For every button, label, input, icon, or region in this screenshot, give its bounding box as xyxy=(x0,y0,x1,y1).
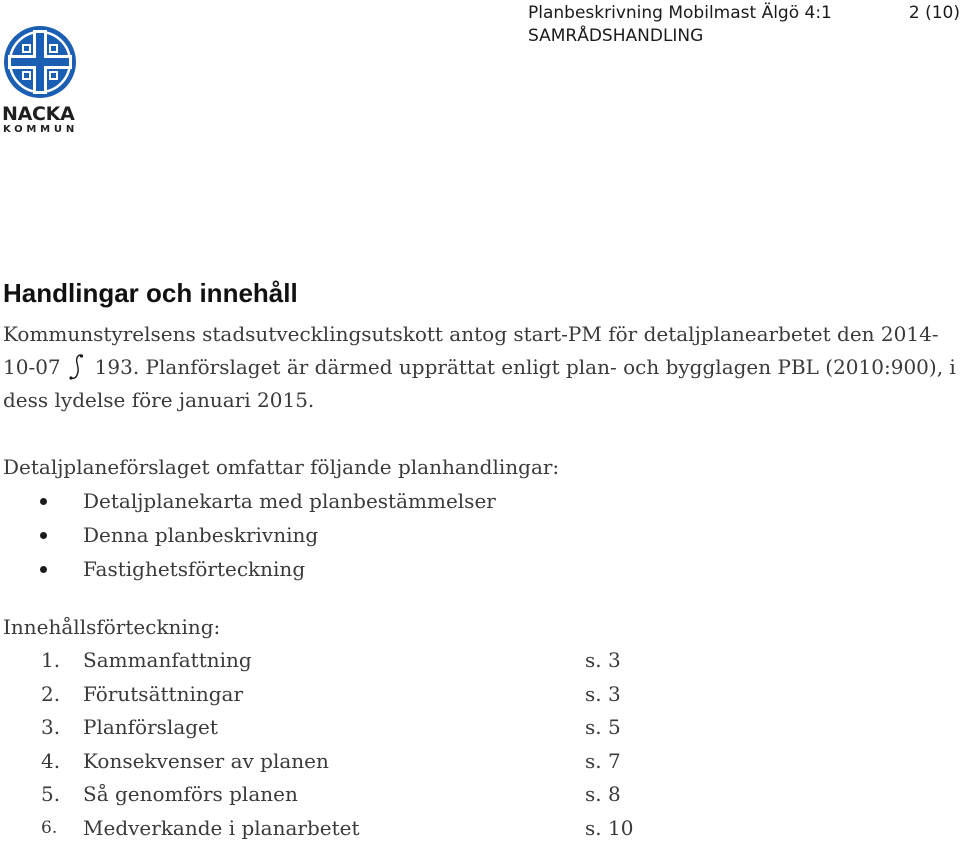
list-item-label: Fastighetsförteckning xyxy=(83,557,306,581)
intro-text-part2: 193. Planförslaget är därmed upprättat enligt plan- och bygglagen PBL (2010:900), i dess lydelse före januari 2015. xyxy=(3,355,956,412)
toc-entry xyxy=(0,746,700,780)
nacka-emblem-icon xyxy=(2,24,78,102)
toc-entry xyxy=(0,813,700,847)
toc-entry-title: Sammanfattning xyxy=(83,648,252,672)
table-of-contents xyxy=(0,645,700,847)
list-item-label: Denna planbeskrivning xyxy=(83,523,319,547)
document-status: SAMRÅDSHANDLING xyxy=(528,26,704,46)
list-item xyxy=(0,520,496,554)
toc-page-ref: s. 7 xyxy=(585,748,621,773)
document-header xyxy=(528,2,832,48)
toc-entry xyxy=(0,645,700,679)
intro-paragraph xyxy=(3,318,958,417)
toc-number: 5. xyxy=(41,782,61,807)
page-number: 2 (10) xyxy=(908,3,960,23)
documents-intro: Detaljplaneförslaget omfattar följande planhandlingar: xyxy=(3,455,560,479)
toc-entry xyxy=(0,712,700,746)
toc-number: 6. xyxy=(41,817,58,838)
nacka-kommun-logo xyxy=(2,24,78,134)
toc-number: 3. xyxy=(41,715,61,740)
bullet-icon xyxy=(40,532,47,539)
toc-entry-title: Planförslaget xyxy=(83,715,218,740)
bullet-icon xyxy=(40,498,47,505)
section-sign-icon xyxy=(67,353,89,381)
toc-entry xyxy=(0,779,700,813)
document-title: Planbeskrivning Mobilmast Älgö 4:1 xyxy=(528,3,832,23)
toc-page-ref: s. 3 xyxy=(585,681,621,706)
toc-page-ref: s. 3 xyxy=(585,648,621,672)
page-title: Handlingar och innehåll xyxy=(3,278,298,308)
toc-number: 1. xyxy=(41,648,61,672)
toc-page-ref: s. 5 xyxy=(585,715,621,740)
toc-entry-title: Förutsättningar xyxy=(83,681,244,706)
list-item-label: Detaljplanekarta med planbestämmelser xyxy=(83,489,496,513)
toc-number: 4. xyxy=(41,748,61,773)
list-item xyxy=(0,554,496,588)
toc-page-ref: s. 10 xyxy=(585,815,634,840)
toc-title: Innehållsförteckning: xyxy=(3,615,221,639)
logo-subtitle: KOMMUN xyxy=(3,124,78,135)
intro-text-part1: Kommunstyrelsens stadsutvecklingsutskott antog start-PM för detaljplanearbetet den 2014-10-07 xyxy=(3,322,939,379)
toc-number: 2. xyxy=(41,681,61,706)
toc-entry xyxy=(0,679,700,713)
toc-entry-title: Medverkande i planarbetet xyxy=(83,815,360,840)
toc-page-ref: s. 8 xyxy=(585,782,621,807)
bullet-icon xyxy=(40,566,47,573)
toc-entry-title: Konsekvenser av planen xyxy=(83,748,329,773)
documents-list xyxy=(0,486,496,588)
logo-name: NACKA xyxy=(2,103,75,125)
list-item xyxy=(0,486,496,520)
toc-entry-title: Så genomförs planen xyxy=(83,782,298,807)
